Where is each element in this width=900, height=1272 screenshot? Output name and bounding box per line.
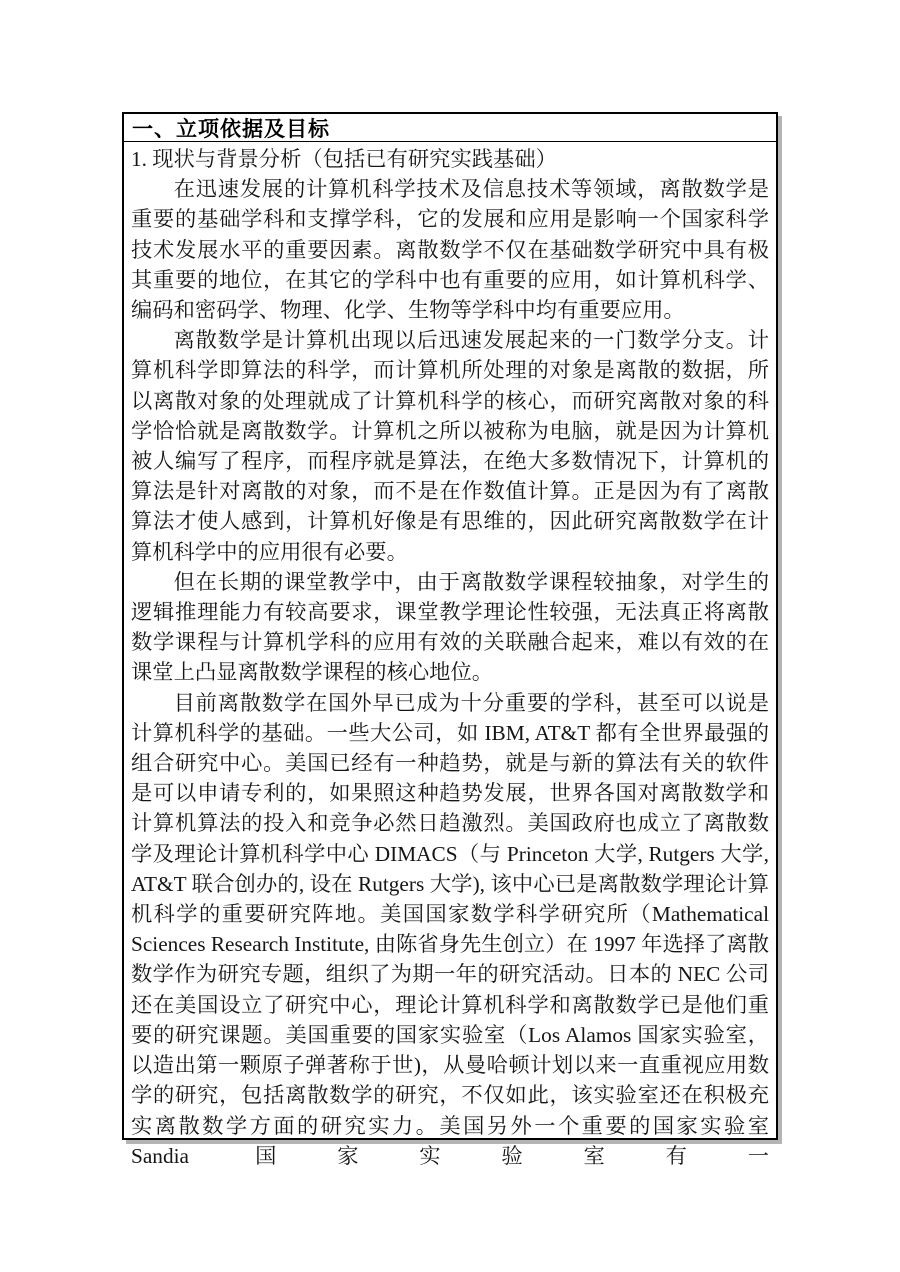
section-body-cell bbox=[124, 142, 776, 1171]
paragraph-background-2: 离散数学是计算机出现以后迅速发展起来的一门数学分支。计算机科学即算法的科学，而计算机所处理的对象是离散的数据，所以离散对象的处理就成了计算机科学的核心，而研究离散对象的科学恰恰就是离散数学。计算机之所以被称为电脑，就是因为计算机被人编写了程序，而程序就是算法，在绝大多数情况下，计算机的算法是针对离散的对象，而不是在作数值计算。正是因为有了离散算法才使人感到，计算机好像是有思维的，因此研究离散数学在计算机科学中的应用很有必要。 bbox=[131, 328, 769, 564]
paragraph-background-3: 但在长期的课堂教学中，由于离散数学课程较抽象，对学生的逻辑推理能力有较高要求，课堂教学理论性较强，无法真正将离散数学课程与计算机学科的应用有效的关联融合起来，难以有效的在课堂上凸显离散数学课程的核心地位。 bbox=[131, 569, 769, 685]
paragraph-background-4: 目前离散数学在国外早已成为十分重要的学科，甚至可以说是计算机科学的基础。一些大公司，如 IBM, AT&T 都有全世界最强的组合研究中心。美国已经有一种趋势，就是与新的算法有关的软件是可以申请专利的，如果照这种趋势发展，世界各国对离散数学和计算机算法的投入和竞争必然日趋激烈。美国政府也成立了离散数学及理论计算机科学中心 DIMACS（与 Princeton 大学, Rutgers 大学, AT&T 联合创办的, 设在 Rutgers 大学), 该中心已是离散数学理论计算机科学的重要研究阵地。美国国家数学科学研究所（Mathematical Sciences Research Institute, 由陈省身先生创立）在 1997 年选择了离散数学作为研究专题，组织了为期一年的研究活动。日本的 NEC 公司还在美国设立了研究中心，理论计算机科学和离散数学已是他们重要的研究课题。美国重要的国家实验室（Los Alamos 国家实验室，以造出第一颗原子弹著称于世)，从曼哈顿计划以来一直重视应用数学的研究，包括离散数学的研究，不仅如此，该实验室还在积极充实离散数学方面的研究实力。美国另外一个重要的国家实验室 Sandia 国家实验室有一 bbox=[131, 690, 769, 1168]
subsection-heading: 1. 现状与背景分析（包括已有研究实践基础） bbox=[131, 147, 557, 171]
section-header-row bbox=[124, 114, 776, 142]
paragraph-background-1: 在迅速发展的计算机科学技术及信息技术等领域，离散数学是重要的基础学科和支撑学科，它的发展和应用是影响一个国家科学技术发展水平的重要因素。离散数学不仅在基础数学研究中具有极其重要的地位，在其它的学科中也有重要的应用，如计算机科学、编码和密码学、物理、化学、生物等学科中均有重要应用。 bbox=[131, 177, 769, 323]
section-header-title: 一、立项依据及目标 bbox=[132, 118, 330, 141]
section-table bbox=[122, 112, 778, 1168]
